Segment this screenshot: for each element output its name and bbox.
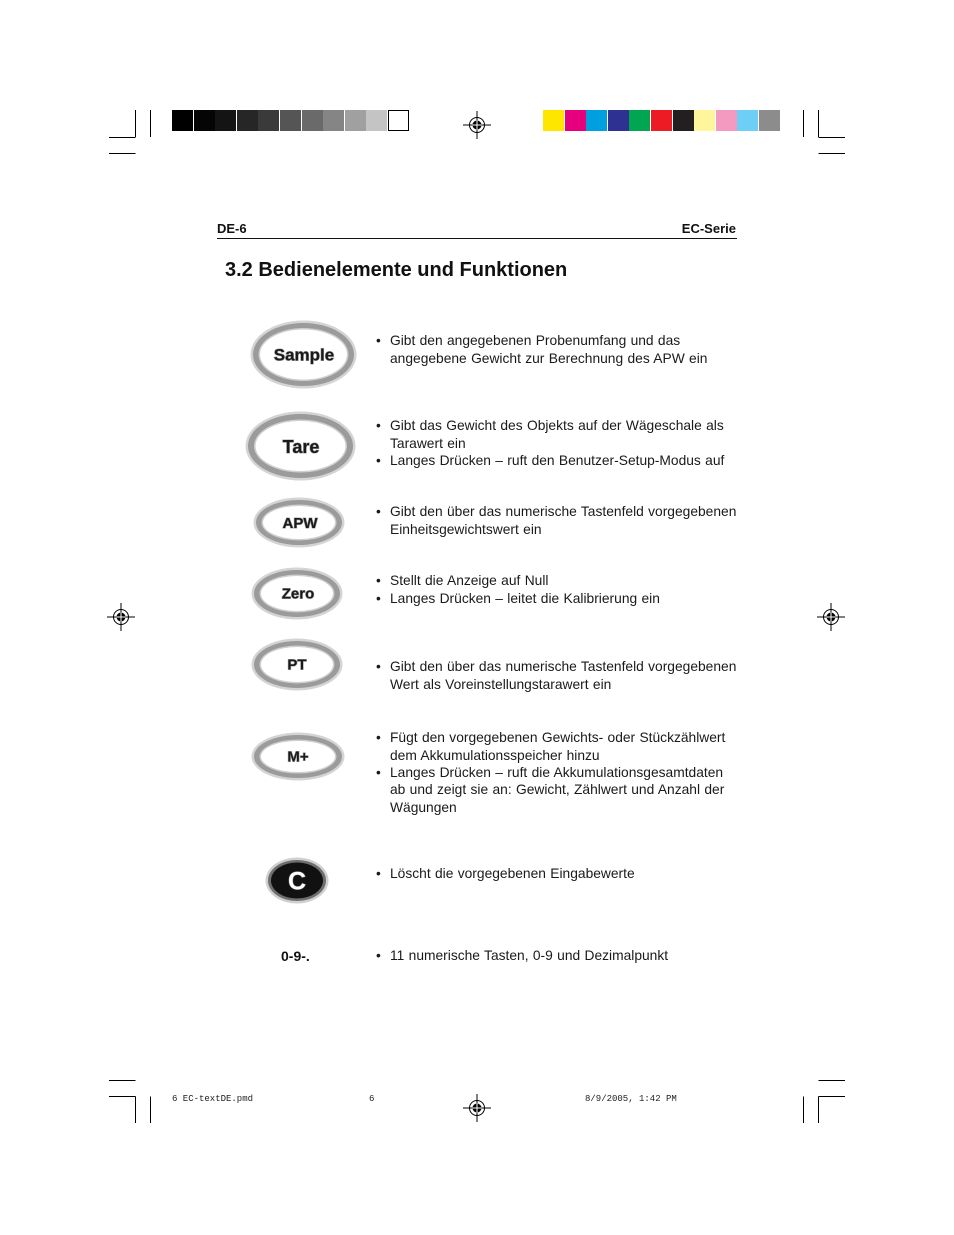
tare-key (245, 411, 356, 481)
text-line: Wägungen (390, 799, 457, 815)
color-swatch (608, 110, 629, 131)
grayscale-swatch (172, 110, 193, 131)
text-line: Gibt den über das numerische Tastenfeld vorgegebenen (390, 659, 737, 675)
bullet-point (376, 332, 750, 367)
bullet-point (376, 865, 750, 882)
grayscale-swatch (366, 110, 387, 131)
text-line: ab und zeigt sie an: Gewicht, Zählwert und Anzahl der (390, 782, 725, 798)
color-swatch (694, 110, 715, 131)
bullet-dot: • (376, 573, 381, 589)
grayscale-swatch (194, 110, 215, 131)
text-line: Stellt die Anzeige auf Null (390, 573, 549, 589)
footer-page-number: 6 (369, 1094, 375, 1104)
clear-description (376, 865, 750, 882)
header-rule (217, 238, 737, 239)
bullet-point (376, 729, 750, 764)
pt-description (376, 658, 750, 693)
m-plus-key (251, 732, 345, 781)
bullet-point (376, 658, 750, 693)
color-swatch (759, 110, 780, 131)
bullet-dot: • (376, 764, 381, 780)
registration-mark-bottom (463, 1094, 491, 1122)
page-number-label: DE-6 (217, 221, 247, 236)
pt-key (251, 638, 343, 691)
text-line: Wert als Voreinstellungstarawert ein (390, 676, 612, 692)
text-line: Langes Drücken – ruft die Akkumulationsgesamtdaten (390, 764, 724, 780)
registration-mark-top (463, 111, 491, 139)
section-title: 3.2 Bedienelemente und Funktionen (225, 259, 568, 281)
bullet-dot: • (376, 452, 381, 468)
zero-description (376, 572, 750, 607)
text-line: Gibt den über das numerische Tastenfeld vorgegebenen (390, 504, 737, 520)
grayscale-swatch (345, 110, 366, 131)
numeric-keys-description (376, 947, 750, 964)
color-swatch (629, 110, 650, 131)
footer-file-name: 6 EC-textDE.pmd (172, 1094, 254, 1104)
color-swatch (565, 110, 586, 131)
bullet-dot: • (376, 659, 381, 675)
tare-description (376, 417, 750, 469)
key-label: PT (287, 656, 307, 674)
bullet-point (376, 590, 750, 607)
bullet-dot: • (376, 504, 381, 520)
key-label: APW (282, 515, 318, 532)
key-label: Sample (273, 345, 335, 365)
clear-key (265, 857, 329, 904)
registration-mark-right (817, 603, 845, 631)
color-swatch (716, 110, 737, 131)
bullet-point (376, 452, 750, 469)
bullet-dot: • (376, 590, 381, 606)
grayscale-swatch (237, 110, 258, 131)
bullet-dot: • (376, 730, 381, 746)
footer-timestamp: 8/9/2005, 1:42 PM (585, 1094, 677, 1104)
bullet-point (376, 947, 750, 964)
grayscale-swatch (258, 110, 279, 131)
text-line: Gibt das Gewicht des Objekts auf der Wägeschale als (390, 418, 724, 434)
text-line: Löscht die vorgegebenen Eingabewerte (390, 866, 635, 882)
color-swatch (543, 110, 564, 131)
sample-description (376, 332, 750, 367)
grayscale-control-bar (172, 110, 409, 131)
color-swatch (737, 110, 758, 131)
color-swatch (586, 110, 607, 131)
grayscale-swatch (215, 110, 236, 131)
bullet-dot: • (376, 418, 381, 434)
sample-key (250, 320, 357, 389)
numeric-keys-label: 0-9-. (281, 948, 310, 964)
key-label: M+ (287, 748, 309, 766)
zero-key (251, 567, 343, 620)
bullet-dot: • (376, 948, 381, 964)
bullet-point (376, 503, 750, 538)
color-swatch (651, 110, 672, 131)
text-line: Langes Drücken – leitet die Kalibrierung ein (390, 590, 660, 606)
text-line: dem Akkumulationsspeicher hinzu (390, 747, 600, 763)
apw-description (376, 503, 750, 538)
grayscale-swatch (323, 110, 344, 131)
text-line: 11 numerische Tasten, 0-9 und Dezimalpunkt (390, 948, 669, 964)
bullet-dot: • (376, 866, 381, 882)
text-line: angegebene Gewicht zur Berechnung des APW ein (390, 350, 708, 366)
key-label: Tare (282, 437, 320, 457)
bullet-point (376, 764, 750, 816)
key-label: Zero (281, 585, 315, 603)
bullet-dot: • (376, 333, 381, 349)
bullet-point (376, 417, 750, 452)
text-line: Langes Drücken – ruft den Benutzer-Setup-Modus auf (390, 452, 725, 468)
text-line: Fügt den vorgegebenen Gewichts- oder Stückzählwert (390, 730, 726, 746)
apw-key (253, 497, 345, 548)
grayscale-swatch (388, 110, 409, 131)
registration-mark-left (107, 603, 135, 631)
text-line: Einheitsgewichtswert ein (390, 521, 542, 537)
bullet-point (376, 572, 750, 589)
grayscale-swatch (302, 110, 323, 131)
color-swatch (673, 110, 694, 131)
m-plus-description (376, 729, 750, 815)
grayscale-swatch (280, 110, 301, 131)
series-label: EC-Serie (681, 221, 736, 236)
text-line: Tarawert ein (390, 435, 466, 451)
color-control-bar (543, 110, 780, 131)
text-line: Gibt den angegebenen Probenumfang und das (390, 333, 681, 349)
key-label: C (287, 867, 307, 896)
